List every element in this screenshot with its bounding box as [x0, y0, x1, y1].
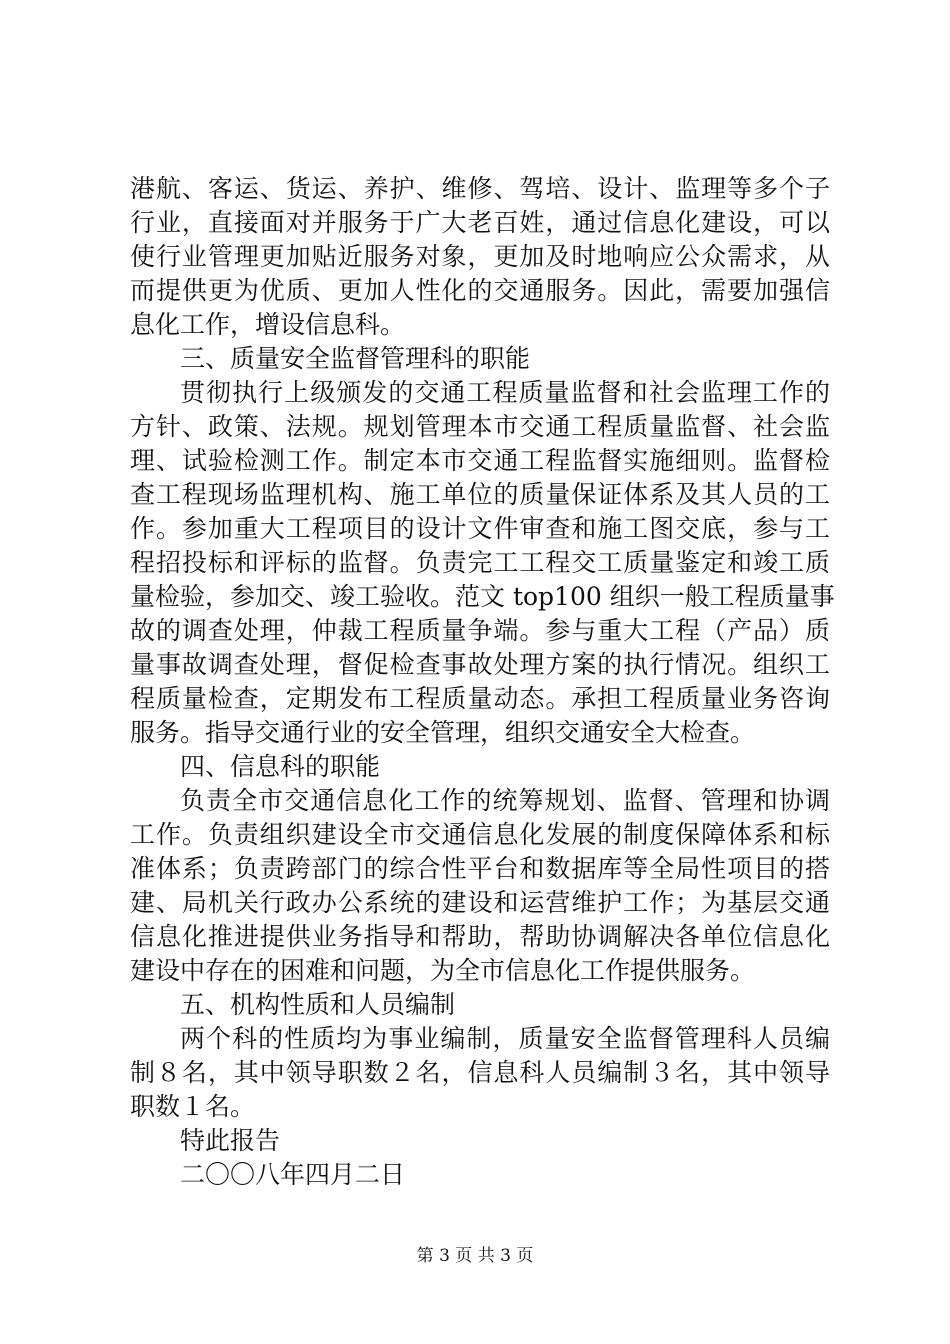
text-line: 而提供更为优质、更加人性化的交通服务。因此，需要加强信	[130, 276, 830, 305]
text-line: 准体系；负责跨部门的综合性平台和数据库等全局性项目的搭	[130, 854, 830, 883]
text-line: 程招投标和评标的监督。负责完工工程交工质量鉴定和竣工质	[130, 548, 830, 577]
section-heading-information	[130, 750, 830, 784]
text-line: 工作。负责组织建设全市交通信息化发展的制度保障体系和标	[130, 820, 830, 849]
text-line: 港航、客运、货运、养护、维修、驾培、设计、监理等多个子	[130, 174, 830, 203]
staffing-paragraph	[130, 1022, 830, 1124]
text-line: 息化工作，增设信息科。	[130, 310, 406, 339]
page-footer	[0, 1244, 950, 1268]
document-date	[130, 1158, 830, 1192]
text-line: 作。参加重大工程项目的设计文件审查和施工图交底，参与工	[130, 514, 830, 543]
section-heading-staffing	[130, 988, 830, 1022]
text-line: 方针、政策、法规。规划管理本市交通工程质量监督、社会监	[130, 412, 830, 441]
text-line: 职数１名。	[130, 1092, 256, 1121]
text-line: 两个科的性质均为事业编制，质量安全监督管理科人员编	[180, 1024, 830, 1053]
section-heading-quality-safety	[130, 342, 830, 376]
heading-line: 三、质量安全监督管理科的职能	[180, 344, 531, 373]
page-number-label: 第 3 页 共 3 页	[416, 1246, 534, 1266]
text-line: 程质量检查，定期发布工程质量动态。承担工程质量业务咨询	[130, 684, 830, 713]
text-line: 查工程现场监理机构、施工单位的质量保证体系及其人员的工	[130, 480, 830, 509]
quality-safety-duties-paragraph	[130, 376, 835, 750]
heading-line: 四、信息科的职能	[180, 752, 381, 781]
text-line: 量事故调查处理，督促检查事故处理方案的执行情况。组织工	[130, 650, 830, 679]
heading-line: 五、机构性质和人员编制	[180, 990, 456, 1019]
text-line: 制８名，其中领导职数２名，信息科人员编制３名，其中领导	[130, 1058, 830, 1087]
text-line: 负责全市交通信息化工作的统筹规划、监督、管理和协调	[180, 786, 830, 815]
text-line: 服务。指导交通行业的安全管理，组织交通安全大检查。	[130, 718, 756, 747]
text-line: 量检验，参加交、竣工验收。范文 top100 组织一般工程质量事	[130, 582, 835, 611]
text-line: 理、试验检测工作。制定本市交通工程监督实施细则。监督检	[130, 446, 830, 475]
information-duties-paragraph	[130, 784, 830, 988]
text-line: 行业，直接面对并服务于广大老百姓，通过信息化建设，可以	[130, 208, 830, 237]
closing-statement	[130, 1124, 830, 1158]
text-line: 故的调查处理，仲裁工程质量争端。参与重大工程（产品）质	[130, 616, 830, 645]
text-line: 二〇〇八年四月二日	[180, 1160, 406, 1189]
intro-paragraph	[130, 172, 830, 342]
document-body	[130, 172, 835, 1192]
text-line: 建设中存在的困难和问题，为全市信息化工作提供服务。	[130, 956, 756, 985]
text-line: 贯彻执行上级颁发的交通工程质量监督和社会监理工作的	[180, 378, 830, 407]
text-line: 信息化推进提供业务指导和帮助，帮助协调解决各单位信息化	[130, 922, 830, 951]
text-line: 特此报告	[180, 1126, 281, 1155]
text-line: 使行业管理更加贴近服务对象，更加及时地响应公众需求，从	[130, 242, 830, 271]
text-line: 建、局机关行政办公系统的建设和运营维护工作；为基层交通	[130, 888, 830, 917]
